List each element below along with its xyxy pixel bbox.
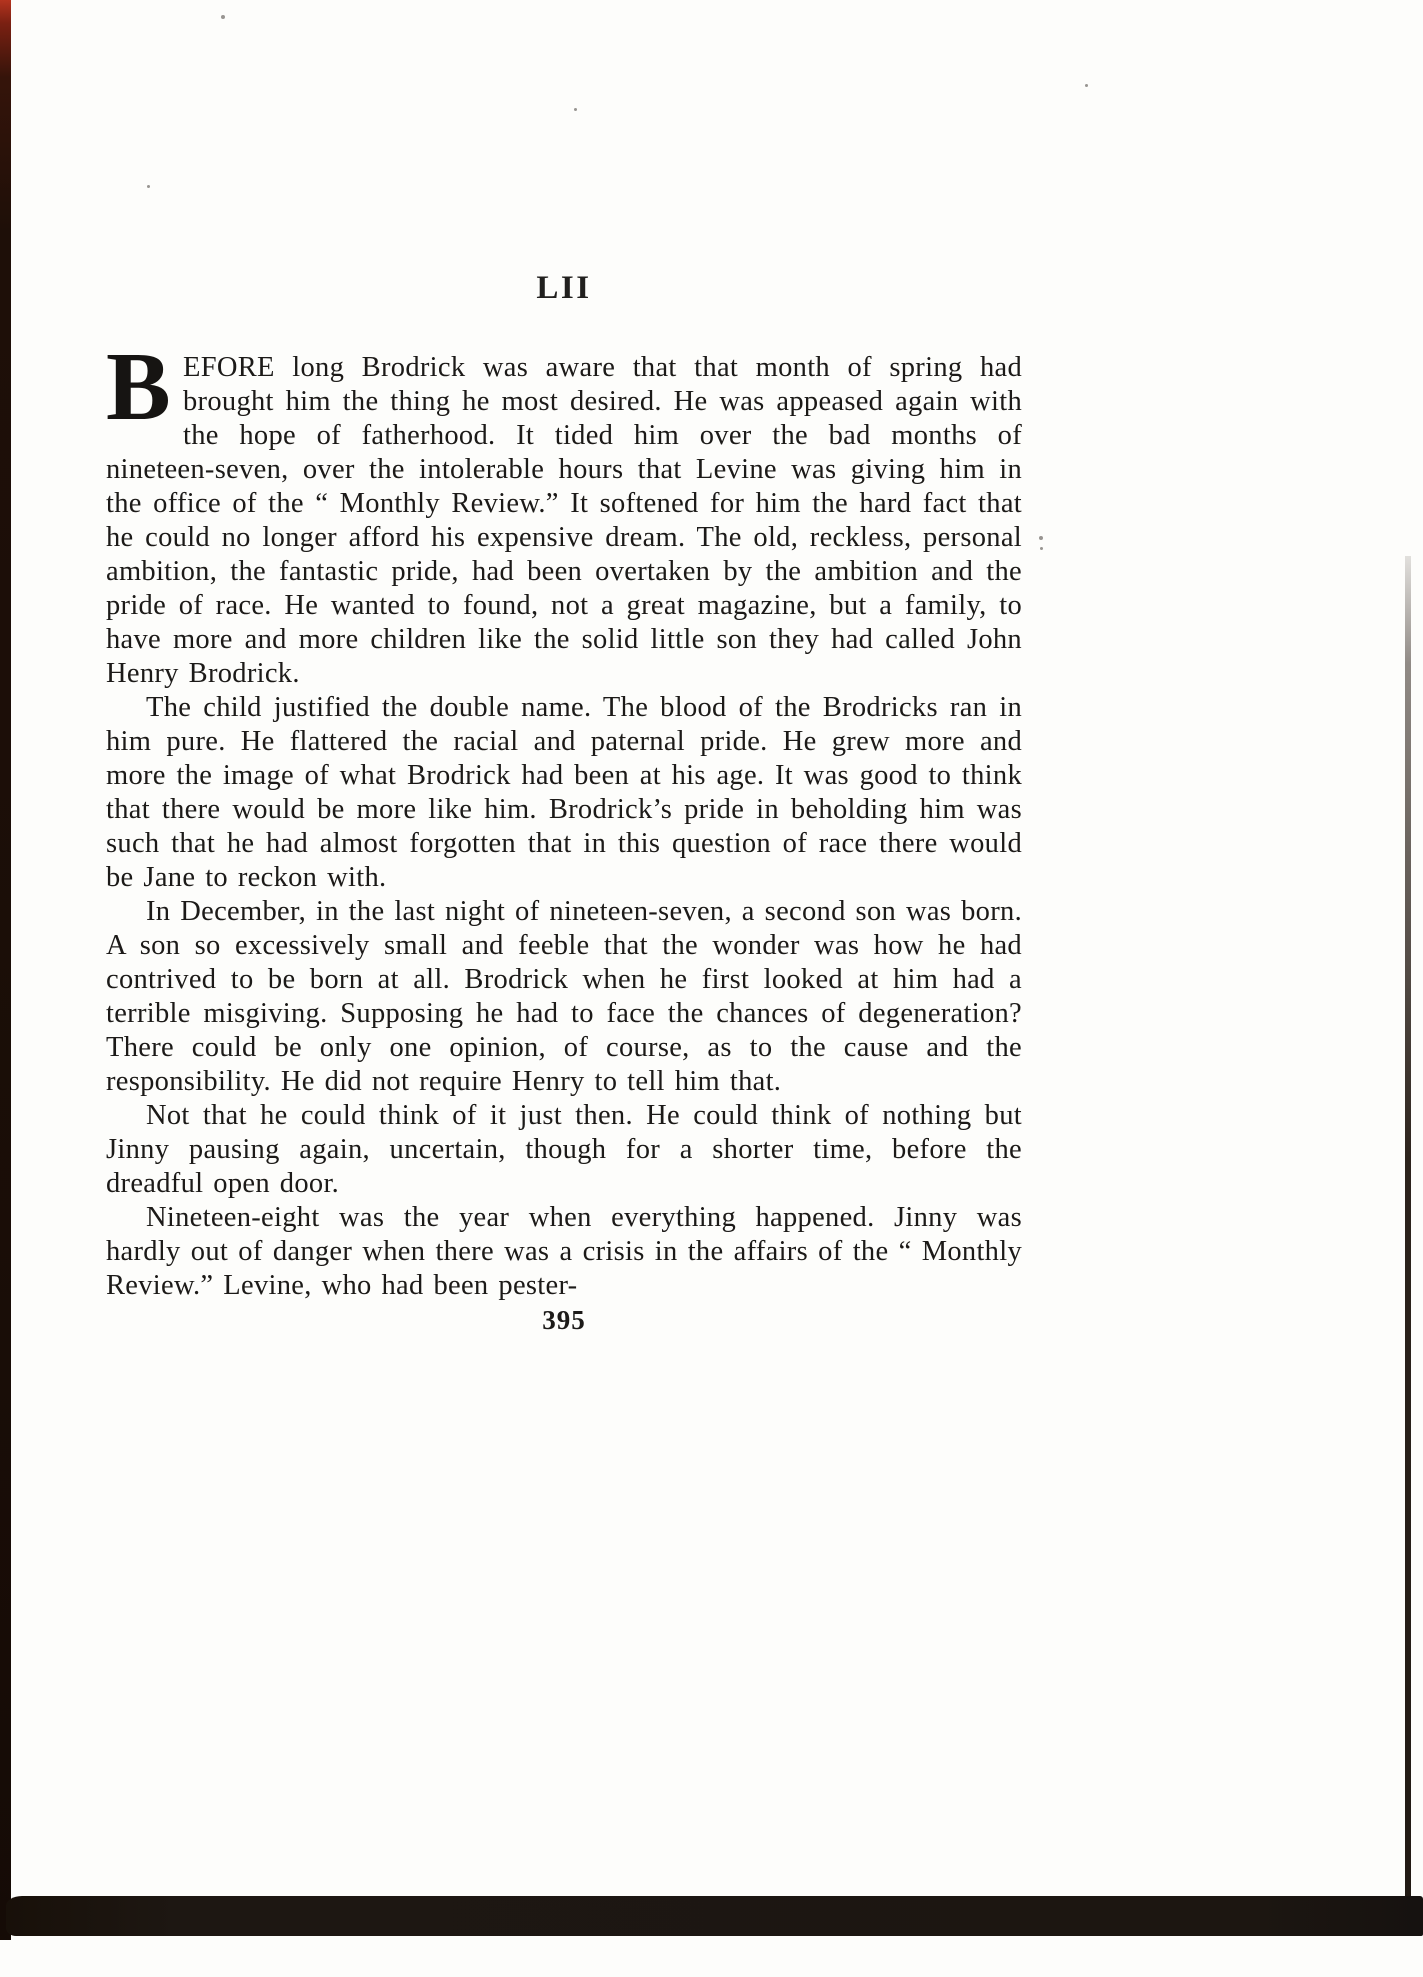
scan-speck [1085,84,1088,87]
paragraph-dropcap [106,333,1022,691]
paragraph: In December, in the last night of nineteen-seven, a second son was born. A son so excessively small and feeble that the wonder was how he had contrived to be born at all. Brodrick when he first looked at him had a terrible misgiving. Supposing he had to face the chances of degeneration? There could be only one opinion, of course, as to the cause and the responsibility. He did not require Henry to tell him that. [106,896,1022,1097]
scan-speck [1039,536,1043,540]
scan-edge-right-line [1405,556,1411,1896]
chapter-heading: LII [536,270,592,306]
scan-edge-left-binding [0,0,11,1940]
paragraph: Not that he could think of it just then. He could think of nothing but Jinny pausing again, uncertain, though for a shorter time, before the dreadful open door. [106,1100,1022,1199]
scan-speck [1040,547,1043,550]
paragraph-text: EFORE long Brodrick was aware that that month of spring had brought him the thing he most desired. He was appeased again with the hope of fatherhood. It tided him over the bad months of nineteen-seven, over the intolerable hours that Levine was giving him in the office of the “ Monthly Review.” It softened for him the hard fact that he could no longer afford his expensive dream. The old, reckless, personal ambition, the fantastic pride, had been overtaken by the ambition and the pride of race. He wanted to found, not a great magazine, but a family, to have more and more children like the solid little son they had called John Henry Brodrick. [106,352,1022,689]
paragraph: Nineteen-eight was the year when everything happened. Jinny was hardly out of danger when there was a crisis in the affairs of the “ Monthly Review.” Levine, who had been pester- [106,1202,1022,1301]
text-column [106,270,1022,1337]
scan-speck [574,108,577,111]
scan-edge-bottom-band [6,1896,1423,1936]
scan-speck [221,15,225,19]
page-number: 395 [542,1305,586,1335]
paragraph: The child justified the double name. The blood of the Brodricks ran in him pure. He flattered the racial and paternal pride. He grew more and more the image of what Brodrick had been at his age. It was good to think that there would be more like him. Brodrick’s pride in beholding him was such that he had almost forgotten that in this question of race there would be Jane to reckon with. [106,692,1022,893]
scan-speck [147,185,150,188]
drop-cap-letter: B [106,333,171,440]
